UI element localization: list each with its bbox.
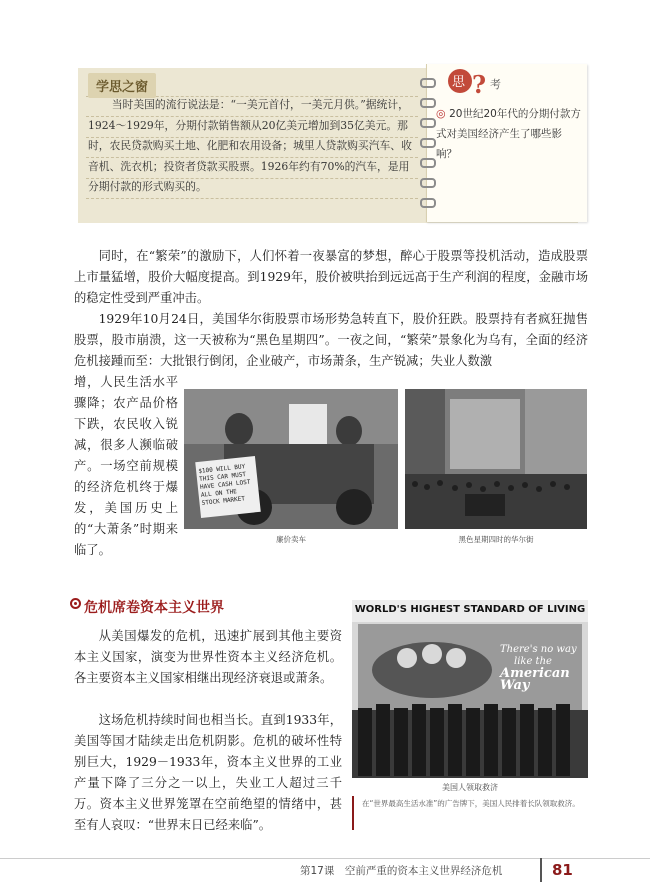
footer-rule — [0, 858, 650, 859]
car-photo-image — [184, 389, 398, 529]
think-title-icon — [438, 66, 518, 98]
billboard-slogan — [500, 644, 580, 692]
paragraph-1: 同时，在“繁荣”的激励下，人们怀着一夜暴富的梦想，醉心于股票等投机活动，造成股票上市量猛增，股价大幅度提高。到1929年，股价被哄抬到远远高于生产利润的程度，金融市场的稳定性受到严重冲击。 — [74, 249, 588, 305]
section-heading: 危机席卷资本主义世界 — [84, 600, 224, 616]
svg-text:思: 思 — [452, 75, 466, 90]
photo-wall-street — [405, 389, 587, 529]
caption-breadline-title: 美国人领取救济 — [442, 783, 498, 792]
study-window-text: 当时美国的流行说法是：“一美元首付，一美元月供。”据统计，1924～1929年，分期付款销售额从20亿美元增加到35亿美元。那时，农民贷款购买土地、化肥和农用设备；城里人贷款购买汽车、收音机、洗衣机；投资者贷款买股票。1926年约有70%的汽车，是用分期付款的形式购买的。 — [88, 98, 412, 193]
paragraph-4: 这场危机持续时间也相当长。直到1933年，美国等国才陆续走出危机阴影。危机的破坏性特别巨大，1929－1933年，资本主义世界的工业产量下降了三分之一以上，失业工人超过三千万。资本主义世界笼罩在空前绝望的情绪中，甚至有人哀叹：“世界末日已经来临”。 — [74, 713, 342, 832]
section-bullet-icon — [70, 598, 81, 609]
paragraph-2-lower: 增，人民生活水平骤降；农产品价格下跌，农民收入锐减，很多人濒临破产。一场空前规模的经济危机终于爆发，美国历史上的“大萧条”时期来临了。 — [74, 375, 178, 557]
svg-text:?: ? — [472, 70, 487, 98]
billboard-slogan-line-1: There's no way — [500, 644, 577, 655]
think-question-text: 20世纪20年代的分期付款方式对美国经济产生了哪些影响？ — [436, 108, 581, 160]
paragraph-3: 从美国爆发的危机，迅速扩展到其他主要资本主义国家，演变为世界性资本主义经济危机。各主要资本主义国家相继出现经济衰退或萧条。 — [74, 629, 342, 685]
think-bullet-icon: ◎ — [436, 107, 450, 120]
footer-lesson-title: 第17课 空前严重的资本主义世界经济危机 — [300, 865, 503, 877]
study-window-title: 学思之窗 — [88, 73, 156, 98]
photo-breadline — [352, 600, 588, 778]
think-title — [438, 66, 518, 96]
wall-street-photo-image — [405, 389, 587, 529]
paragraph-2-upper: 1929年10月24日，美国华尔街股票市场形势急转直下，股价狂跌。股票持有者疯狂抛售股票，股市崩溃，这一天被称为“黑色星期四”。一夜之间，“繁荣”景象化为乌有，全面的经济危机接踵而至：大批银行倒闭，企业破产，市场萧条，生产锐减；失业人数激 — [74, 312, 588, 368]
car-sign-text: $100 WILL BUY THIS CAR MUST HAVE CASH LOST ALL ON THE STOCK MARKET — [198, 463, 251, 507]
caption-breadline-text: 在“世界最高生活水准”的广告牌下，美国人民排着长队领取救济。 — [362, 799, 580, 808]
footer-divider — [540, 858, 542, 882]
caption-accent-bar — [352, 796, 354, 830]
billboard-slogan-line-2: like the — [514, 656, 552, 667]
billboard-top-text: WORLD'S HIGHEST STANDARD OF LIVING — [354, 604, 586, 615]
caption-wall-street: 黑色星期四时的华尔街 — [458, 535, 534, 544]
billboard-slogan-line-3: American Way — [500, 666, 570, 693]
page-number: 81 — [552, 861, 573, 879]
photo-cheap-car — [184, 389, 398, 529]
think-question — [436, 104, 582, 164]
svg-text:考: 考 — [490, 78, 501, 91]
caption-cheap-car: 廉价卖车 — [276, 535, 306, 544]
